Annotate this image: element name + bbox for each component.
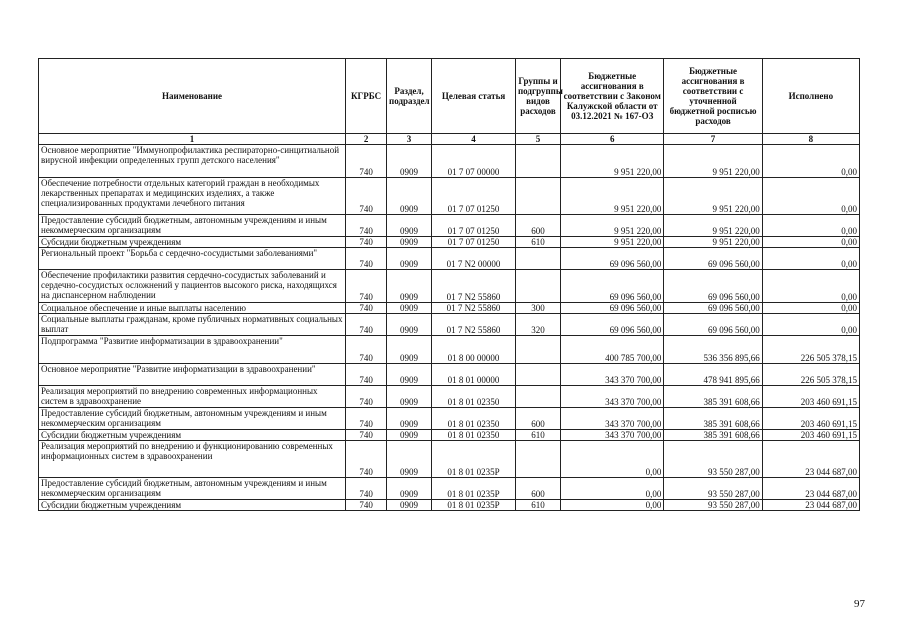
cell-section: 0909	[387, 408, 432, 430]
cell-expense-type: 320	[516, 314, 561, 336]
column-number: 5	[516, 134, 561, 145]
cell-section: 0909	[387, 215, 432, 237]
cell-name: Социальные выплаты гражданам, кроме публичных нормативных социальных выплат	[39, 314, 346, 336]
cell-target-article: 01 8 01 0235Р	[432, 500, 516, 511]
cell-target-article: 01 7 07 01250	[432, 215, 516, 237]
cell-target-article: 01 7 07 01250	[432, 237, 516, 248]
cell-expense-type	[516, 270, 561, 303]
cell-section: 0909	[387, 386, 432, 408]
cell-section: 0909	[387, 478, 432, 500]
cell-target-article: 01 8 01 02350	[432, 408, 516, 430]
table-body	[39, 145, 860, 511]
cell-schedule-allocation: 385 391 608,66	[664, 430, 762, 441]
cell-name: Региональный проект "Борьба с сердечно-сосудистыми заболеваниями"	[39, 248, 346, 270]
table-row	[39, 237, 860, 248]
header-schedule-allocation: Бюджетные ассигнования в соответствии с уточненной бюджетной росписью расходов	[664, 59, 762, 134]
table-row	[39, 145, 860, 178]
table-row	[39, 430, 860, 441]
cell-kgrbs: 740	[346, 178, 387, 215]
header-name: Наименование	[39, 59, 346, 134]
cell-kgrbs: 740	[346, 270, 387, 303]
cell-schedule-allocation: 69 096 560,00	[664, 303, 762, 314]
table-row	[39, 500, 860, 511]
cell-name: Основное мероприятие "Иммунопрофилактика респираторно-синцитиальной вирусной инфекции определенных групп детского населения"	[39, 145, 346, 178]
cell-section: 0909	[387, 441, 432, 478]
cell-kgrbs: 740	[346, 145, 387, 178]
cell-target-article: 01 7 N2 55860	[432, 314, 516, 336]
table-row	[39, 314, 860, 336]
column-number: 3	[387, 134, 432, 145]
cell-target-article: 01 7 N2 55860	[432, 303, 516, 314]
cell-schedule-allocation: 478 941 895,66	[664, 364, 762, 386]
cell-executed: 226 505 378,15	[762, 364, 859, 386]
cell-kgrbs: 740	[346, 314, 387, 336]
cell-law-allocation: 9 951 220,00	[561, 237, 664, 248]
cell-kgrbs: 740	[346, 408, 387, 430]
cell-law-allocation: 0,00	[561, 441, 664, 478]
cell-expense-type: 600	[516, 408, 561, 430]
cell-section: 0909	[387, 314, 432, 336]
column-number: 7	[664, 134, 762, 145]
column-number: 2	[346, 134, 387, 145]
cell-section: 0909	[387, 500, 432, 511]
cell-schedule-allocation: 536 356 895,66	[664, 336, 762, 364]
cell-executed: 0,00	[762, 270, 859, 303]
cell-target-article: 01 7 N2 55860	[432, 270, 516, 303]
cell-name: Обеспечение потребности отдельных категорий граждан в необходимых лекарственных препаратах и медицинских изделиях, а также специализированных продуктами лечебного питания	[39, 178, 346, 215]
cell-section: 0909	[387, 270, 432, 303]
column-number-row	[39, 134, 860, 145]
cell-law-allocation: 69 096 560,00	[561, 248, 664, 270]
cell-name: Основное мероприятие "Развитие информатизации в здравоохранении"	[39, 364, 346, 386]
cell-name: Подпрограмма "Развитие информатизации в здравоохранении"	[39, 336, 346, 364]
cell-expense-type	[516, 248, 561, 270]
cell-kgrbs: 740	[346, 386, 387, 408]
cell-section: 0909	[387, 303, 432, 314]
cell-law-allocation: 400 785 700,00	[561, 336, 664, 364]
budget-table	[38, 58, 860, 511]
cell-expense-type: 300	[516, 303, 561, 314]
cell-target-article: 01 8 01 0235Р	[432, 441, 516, 478]
table-row	[39, 364, 860, 386]
header-kgrbs: КГРБС	[346, 59, 387, 134]
cell-executed: 226 505 378,15	[762, 336, 859, 364]
cell-schedule-allocation: 9 951 220,00	[664, 145, 762, 178]
cell-expense-type	[516, 364, 561, 386]
table-row	[39, 178, 860, 215]
cell-kgrbs: 740	[346, 336, 387, 364]
cell-schedule-allocation: 69 096 560,00	[664, 314, 762, 336]
cell-target-article: 01 8 01 0235Р	[432, 478, 516, 500]
header-section: Раздел, подраздел	[387, 59, 432, 134]
cell-schedule-allocation: 69 096 560,00	[664, 270, 762, 303]
header-law-allocation: Бюджетные ассигнования в соответствии с Законом Калужской области от 03.12.2021 № 167-ОЗ	[561, 59, 664, 134]
cell-schedule-allocation: 93 550 287,00	[664, 500, 762, 511]
cell-section: 0909	[387, 430, 432, 441]
header-row	[39, 59, 860, 134]
cell-kgrbs: 740	[346, 248, 387, 270]
table-row	[39, 303, 860, 314]
cell-expense-type: 610	[516, 237, 561, 248]
table-row	[39, 270, 860, 303]
cell-target-article: 01 8 01 00000	[432, 364, 516, 386]
cell-schedule-allocation: 385 391 608,66	[664, 386, 762, 408]
cell-kgrbs: 740	[346, 364, 387, 386]
column-number: 6	[561, 134, 664, 145]
cell-schedule-allocation: 69 096 560,00	[664, 248, 762, 270]
page-number: 97	[854, 598, 865, 610]
cell-name: Предоставление субсидий бюджетным, автономным учреждениям и иным некоммерческим организациям	[39, 408, 346, 430]
cell-law-allocation: 0,00	[561, 500, 664, 511]
cell-section: 0909	[387, 248, 432, 270]
cell-executed: 0,00	[762, 314, 859, 336]
cell-executed: 0,00	[762, 178, 859, 215]
cell-law-allocation: 0,00	[561, 478, 664, 500]
cell-law-allocation: 343 370 700,00	[561, 364, 664, 386]
cell-law-allocation: 343 370 700,00	[561, 386, 664, 408]
cell-schedule-allocation: 9 951 220,00	[664, 237, 762, 248]
cell-kgrbs: 740	[346, 215, 387, 237]
cell-target-article: 01 8 00 00000	[432, 336, 516, 364]
header-target-article: Целевая статья	[432, 59, 516, 134]
cell-kgrbs: 740	[346, 441, 387, 478]
cell-law-allocation: 9 951 220,00	[561, 178, 664, 215]
cell-schedule-allocation: 9 951 220,00	[664, 178, 762, 215]
cell-schedule-allocation: 93 550 287,00	[664, 478, 762, 500]
cell-law-allocation: 343 370 700,00	[561, 430, 664, 441]
cell-section: 0909	[387, 237, 432, 248]
cell-schedule-allocation: 385 391 608,66	[664, 408, 762, 430]
cell-schedule-allocation: 9 951 220,00	[664, 215, 762, 237]
table-row	[39, 408, 860, 430]
cell-schedule-allocation: 93 550 287,00	[664, 441, 762, 478]
cell-executed: 0,00	[762, 237, 859, 248]
cell-executed: 203 460 691,15	[762, 386, 859, 408]
column-number: 8	[762, 134, 859, 145]
cell-law-allocation: 69 096 560,00	[561, 314, 664, 336]
cell-executed: 203 460 691,15	[762, 408, 859, 430]
table-row	[39, 386, 860, 408]
table-row	[39, 248, 860, 270]
cell-executed: 0,00	[762, 303, 859, 314]
column-number: 4	[432, 134, 516, 145]
cell-executed: 203 460 691,15	[762, 430, 859, 441]
cell-name: Предоставление субсидий бюджетным, автономным учреждениям и иным некоммерческим организациям	[39, 215, 346, 237]
cell-target-article: 01 7 07 01250	[432, 178, 516, 215]
table-row	[39, 478, 860, 500]
cell-section: 0909	[387, 178, 432, 215]
cell-name: Обеспечение профилактики развития сердечно-сосудистых заболеваний и сердечно-сосудистых осложнений у пациентов высокого риска, находящихся на диспансерном наблюдении	[39, 270, 346, 303]
header-expense-type: Группы и подгруппы видов расходов	[516, 59, 561, 134]
cell-expense-type: 600	[516, 215, 561, 237]
cell-executed: 23 044 687,00	[762, 500, 859, 511]
cell-law-allocation: 343 370 700,00	[561, 408, 664, 430]
cell-target-article: 01 8 01 02350	[432, 430, 516, 441]
cell-name: Реализация мероприятий по внедрению и функционированию современных информационных систем в здравоохранении	[39, 441, 346, 478]
table-row	[39, 441, 860, 478]
cell-executed: 23 044 687,00	[762, 478, 859, 500]
cell-name: Субсидии бюджетным учреждениям	[39, 430, 346, 441]
cell-kgrbs: 740	[346, 430, 387, 441]
cell-executed: 23 044 687,00	[762, 441, 859, 478]
cell-executed: 0,00	[762, 248, 859, 270]
cell-law-allocation: 69 096 560,00	[561, 303, 664, 314]
cell-executed: 0,00	[762, 215, 859, 237]
cell-section: 0909	[387, 336, 432, 364]
cell-name: Субсидии бюджетным учреждениям	[39, 500, 346, 511]
cell-target-article: 01 7 N2 00000	[432, 248, 516, 270]
cell-law-allocation: 9 951 220,00	[561, 145, 664, 178]
cell-target-article: 01 7 07 00000	[432, 145, 516, 178]
header-executed: Исполнено	[762, 59, 859, 134]
table-row	[39, 215, 860, 237]
cell-section: 0909	[387, 145, 432, 178]
cell-expense-type: 610	[516, 500, 561, 511]
cell-expense-type	[516, 441, 561, 478]
cell-target-article: 01 8 01 02350	[432, 386, 516, 408]
cell-name: Предоставление субсидий бюджетным, автономным учреждениям и иным некоммерческим организациям	[39, 478, 346, 500]
cell-section: 0909	[387, 364, 432, 386]
cell-kgrbs: 740	[346, 303, 387, 314]
cell-name: Субсидии бюджетным учреждениям	[39, 237, 346, 248]
cell-name: Социальное обеспечение и иные выплаты населению	[39, 303, 346, 314]
cell-law-allocation: 9 951 220,00	[561, 215, 664, 237]
cell-expense-type	[516, 336, 561, 364]
column-number: 1	[39, 134, 346, 145]
cell-expense-type	[516, 145, 561, 178]
cell-expense-type	[516, 178, 561, 215]
cell-expense-type: 610	[516, 430, 561, 441]
cell-kgrbs: 740	[346, 237, 387, 248]
cell-kgrbs: 740	[346, 500, 387, 511]
cell-expense-type: 600	[516, 478, 561, 500]
cell-executed: 0,00	[762, 145, 859, 178]
cell-name: Реализация мероприятий по внедрению современных информационных систем в здравоохранение	[39, 386, 346, 408]
cell-law-allocation: 69 096 560,00	[561, 270, 664, 303]
cell-kgrbs: 740	[346, 478, 387, 500]
table-row	[39, 336, 860, 364]
cell-expense-type	[516, 386, 561, 408]
